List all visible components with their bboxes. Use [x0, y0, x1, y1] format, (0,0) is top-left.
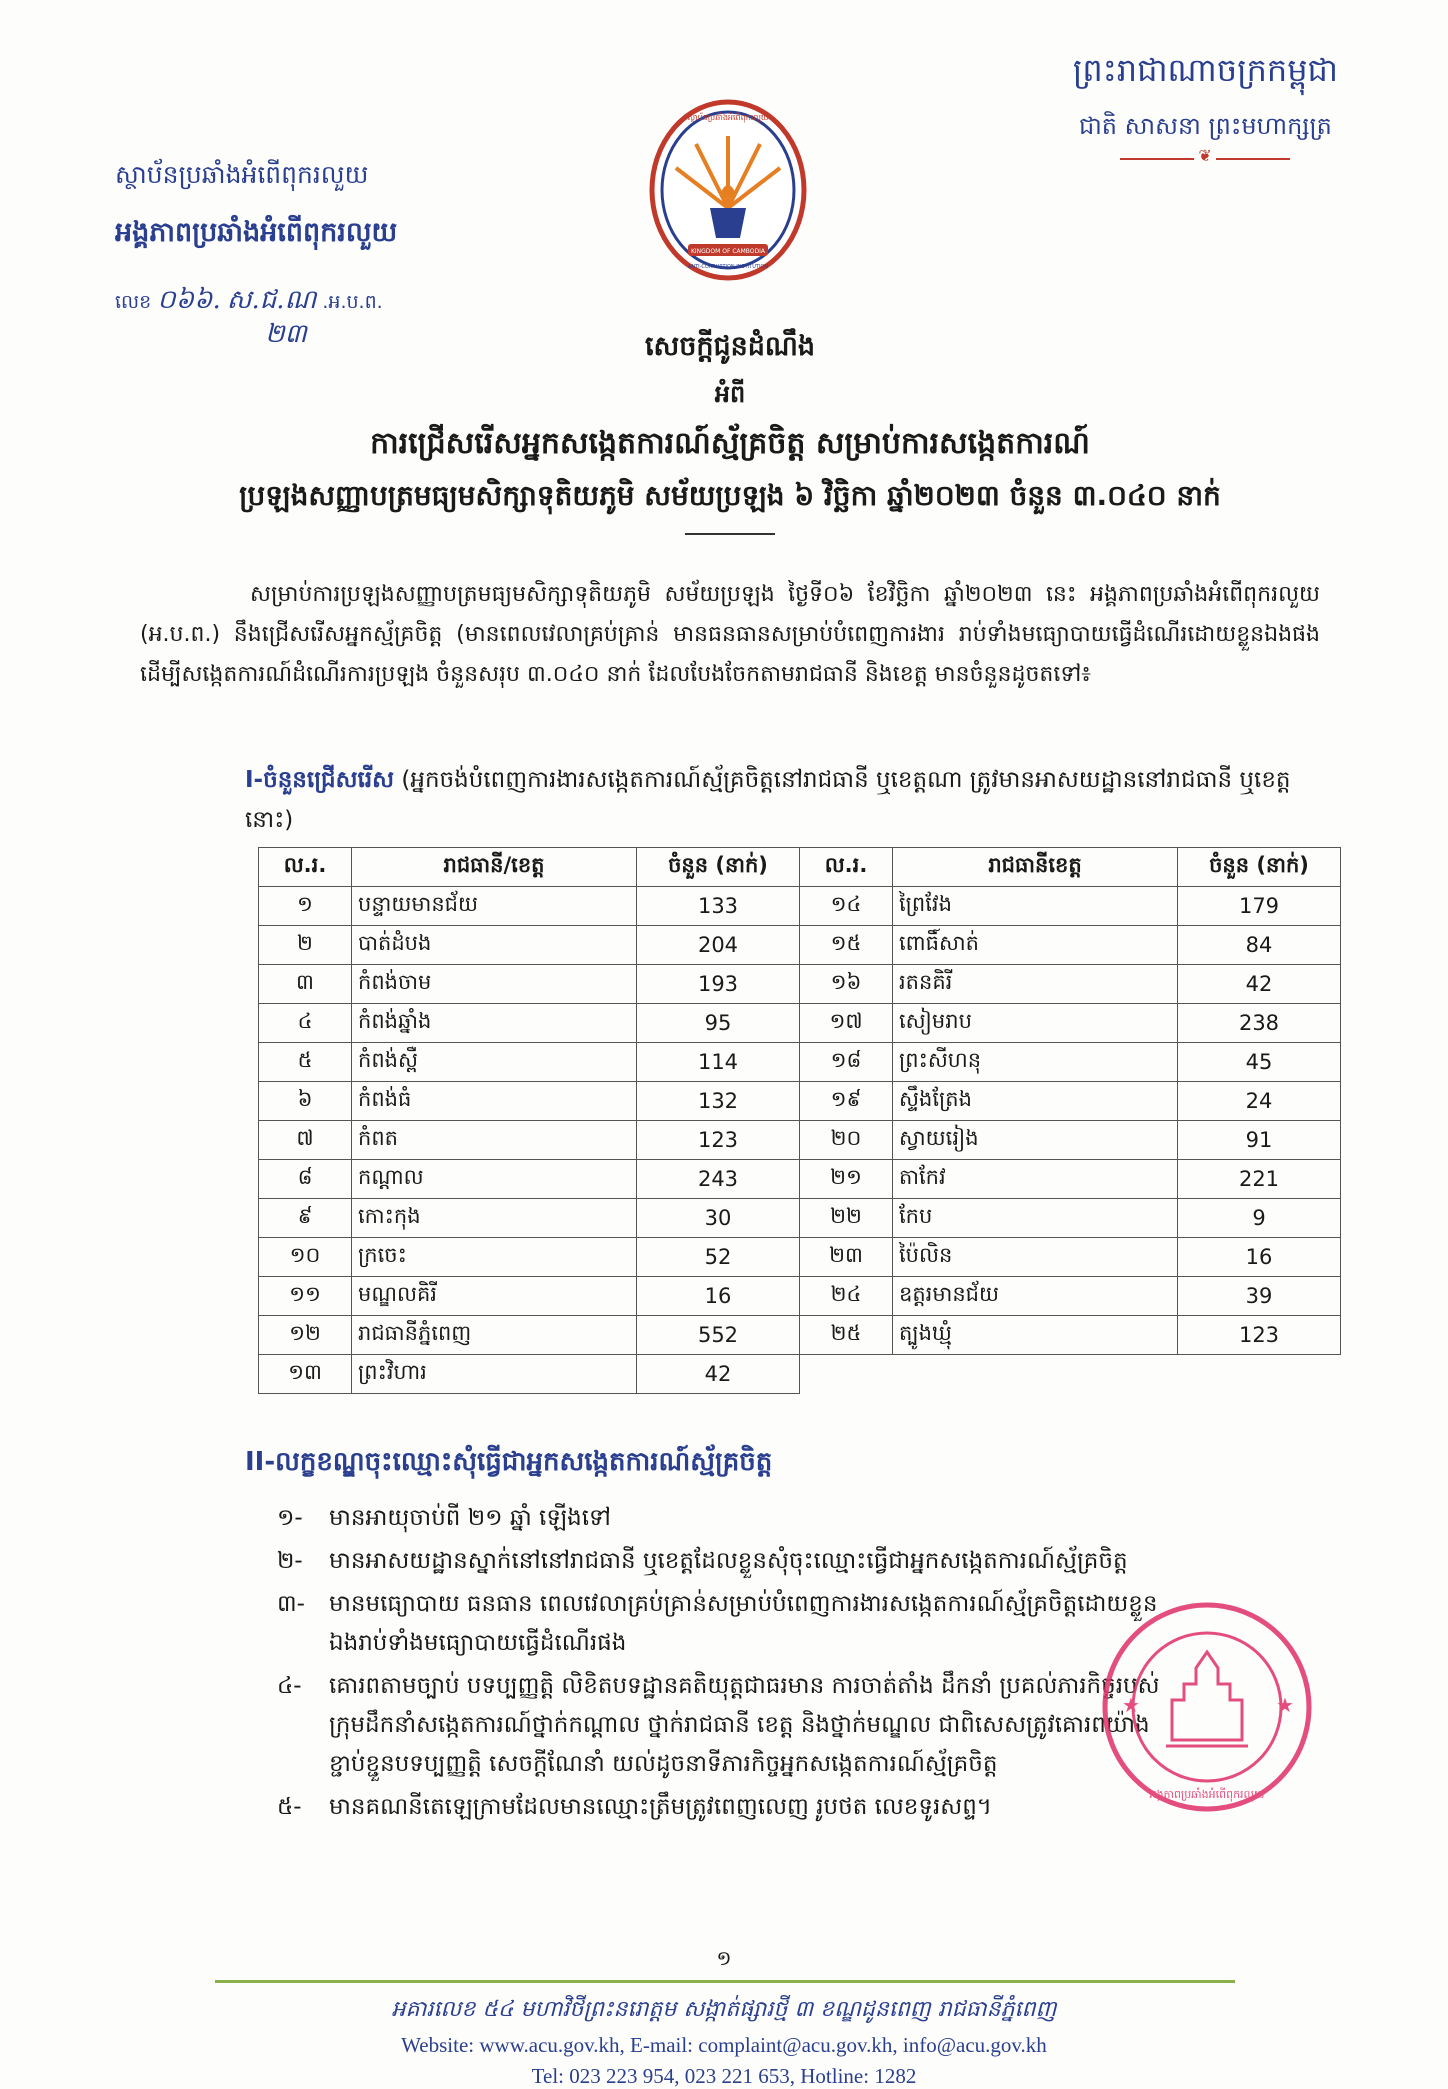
- ref-number: ០៦៦.: [157, 285, 221, 315]
- table-row: [259, 1277, 1341, 1316]
- table-row: [259, 1004, 1341, 1043]
- cell-count: 193: [637, 965, 800, 1004]
- cell-count: 45: [1178, 1043, 1341, 1082]
- cell-province: រតនគិរី: [893, 965, 1178, 1004]
- ornament-divider: [1120, 158, 1290, 160]
- stamp-text: អង្គភាពប្រឆាំងអំពើពុករលួយ: [1149, 1788, 1265, 1801]
- condition-number: ១-: [277, 1505, 303, 1531]
- condition-number: ៣-: [277, 1591, 305, 1617]
- col-header-no-2: ល.រ.: [800, 848, 893, 887]
- reference-number: [115, 283, 397, 321]
- notice-title: [140, 330, 1320, 535]
- cell-no: ១១: [259, 1277, 352, 1316]
- table-row: [259, 1316, 1341, 1355]
- cell-no: ១៤: [800, 887, 893, 926]
- cell-count: 132: [637, 1082, 800, 1121]
- condition-item: [277, 1499, 1325, 1538]
- cell-province: ស្ទឹងត្រែង: [893, 1082, 1178, 1121]
- cell-no: ២២: [800, 1199, 893, 1238]
- cell-no: ៥: [259, 1043, 352, 1082]
- cell-no: ១០: [259, 1238, 352, 1277]
- cell-no: ២៤: [800, 1277, 893, 1316]
- cell-count: 16: [1178, 1238, 1341, 1277]
- cell-count: 133: [637, 887, 800, 926]
- cell-province: ប៉ៃលិន: [893, 1238, 1178, 1277]
- cell-province: រាជធានីភ្នំពេញ: [352, 1316, 637, 1355]
- condition-text: មានអាយុចាប់ពី ២១ ឆ្នាំ ឡើងទៅ: [329, 1505, 611, 1531]
- cell-no: ៧: [259, 1121, 352, 1160]
- section-2-heading: II-លក្ខខណ្ឌចុះឈ្មោះសុំធ្វើជាអ្នកសង្កេតការណ៍ស្ម័គ្រចិត្ត: [245, 1447, 773, 1477]
- cell-count: 9: [1178, 1199, 1341, 1238]
- title-line-1: សេចក្ដីជូនដំណឹង: [644, 331, 816, 362]
- cell-count: 24: [1178, 1082, 1341, 1121]
- section-1-heading: I-ចំនួនជ្រើសរើស: [245, 767, 395, 793]
- cell-no: ៩: [259, 1199, 352, 1238]
- cell-no: ១៦: [800, 965, 893, 1004]
- title-line-4: ប្រឡងសញ្ញាបត្រមធ្យមសិក្សាទុតិយភូមិ សម័យប្រឡង ៦ វិច្ឆិកា ឆ្នាំ២០២៣ ចំនួន ៣.០៤០ នាក់: [239, 479, 1221, 512]
- col-header-province-2: រាជធានីខេត្ត: [893, 848, 1178, 887]
- ref-middle: ស.ជ.ណ: [226, 285, 317, 315]
- condition-text: មានអាសយដ្ឋានស្នាក់នៅនៅរាជធានី ឬខេត្តដែលខ្លួនសុំចុះឈ្មោះធ្វើជាអ្នកសង្កេតការណ៍ស្ម័គ្រចិត្ត: [329, 1548, 1128, 1574]
- table-row: [259, 887, 1341, 926]
- cell-province: ពោធិ៍សាត់: [893, 926, 1178, 965]
- kingdom-motto: ជាតិ សាសនា ព្រះមហាក្សត្រ: [1078, 112, 1332, 140]
- cell-province: ឧត្ដរមានជ័យ: [893, 1277, 1178, 1316]
- cell-count: 243: [637, 1160, 800, 1199]
- table-row: [259, 1043, 1341, 1082]
- cell-count: 42: [1178, 965, 1341, 1004]
- ref-year: ២៣: [265, 319, 307, 349]
- title-divider: [685, 533, 775, 535]
- cell-province: ត្បូងឃ្មុំ: [893, 1316, 1178, 1355]
- page-number: ១: [716, 1946, 732, 1970]
- cell-count: 42: [637, 1355, 800, 1394]
- condition-text: ខ្ជាប់ខ្ជួនបទប្បញ្ញត្តិ សេចក្ដីណែនាំ យល់ដូចនាទីភារកិច្ចអ្នកសង្កេតការណ៍ស្ម័គ្រចិត្ត: [329, 1751, 998, 1777]
- kingdom-header: [1073, 50, 1338, 160]
- cell-count: 95: [637, 1004, 800, 1043]
- condition-text: មានគណនីតេឡេក្រាមដែលមានឈ្មោះត្រឹមត្រូវពេញលេញ រូបថត លេខទូរសព្ទ។: [329, 1794, 992, 1820]
- cell-no: ២០: [800, 1121, 893, 1160]
- section-1-note: (អ្នកចង់បំពេញការងារសង្កេតការណ៍ស្ម័គ្រចិត្តនៅរាជធានី ឬខេត្តណា ត្រូវមានអាសយដ្ឋាននៅរាជធានី ឬខេត្តនោះ): [245, 767, 1291, 833]
- title-line-3: ការជ្រើសរើសអ្នកសង្កេតការណ៍ស្ម័គ្រចិត្ត សម្រាប់ការសង្កេតការណ៍: [370, 426, 1090, 461]
- table-row: [259, 1355, 1341, 1394]
- cell-count: 552: [637, 1316, 800, 1355]
- footer-address: អគារលេខ ៥៤ មហាវិថីព្រះនរោត្តម សង្កាត់ផ្សារថ្មី ៣ ខណ្ឌដូនពេញ រាជធានីភ្នំពេញ: [391, 1997, 1057, 2022]
- cell-province: កែប: [893, 1199, 1178, 1238]
- cell-count: 204: [637, 926, 800, 965]
- acu-emblem-logo: [648, 98, 808, 283]
- section-1: [245, 760, 1325, 840]
- cell-no: ១៨: [800, 1043, 893, 1082]
- col-header-count-2: ចំនួន (នាក់): [1178, 848, 1341, 887]
- emblem-ribbon-1: KINGDOM OF CAMBODIA: [690, 248, 766, 255]
- cell-province: កំពង់ចាម: [352, 965, 637, 1004]
- quota-table: [258, 847, 1341, 1394]
- cell-no: ១: [259, 887, 352, 926]
- title-line-2: អំពី: [714, 380, 746, 408]
- cell-province: ស្វាយរៀង: [893, 1121, 1178, 1160]
- cell-province: កោះកុង: [352, 1199, 637, 1238]
- emblem-ribbon-2: ANTI-CORRUPTION INSTITUTION: [687, 264, 769, 270]
- table-row: [259, 926, 1341, 965]
- cell-count: 238: [1178, 1004, 1341, 1043]
- intro-paragraph: [140, 575, 1320, 695]
- cell-count: 221: [1178, 1160, 1341, 1199]
- col-header-count: ចំនួន (នាក់): [637, 848, 800, 887]
- unit-name: អង្គភាពប្រឆាំងអំពើពុករលួយ: [115, 217, 398, 248]
- table-header-row: [259, 848, 1341, 887]
- cell-province: កំពង់ស្ពឺ: [352, 1043, 637, 1082]
- cell-no: ៤: [259, 1004, 352, 1043]
- cell-province: ព្រៃវែង: [893, 887, 1178, 926]
- cell-count: 114: [637, 1043, 800, 1082]
- col-header-province: រាជធានី/ខេត្ត: [352, 848, 637, 887]
- cell-no: ២៣: [800, 1238, 893, 1277]
- ref-prefix: លេខ: [115, 291, 152, 313]
- cell-count: 84: [1178, 926, 1341, 965]
- institution-block: [115, 160, 397, 355]
- svg-text:★: ★: [1276, 1693, 1294, 1717]
- cell-count: 16: [637, 1277, 800, 1316]
- cell-province: បន្ទាយមានជ័យ: [352, 887, 637, 926]
- cell-province: កំពត: [352, 1121, 637, 1160]
- official-stamp: [1100, 1600, 1315, 1815]
- cell-count: 30: [637, 1199, 800, 1238]
- cell-province: ក្រចេះ: [352, 1238, 637, 1277]
- cell-no: ២: [259, 926, 352, 965]
- cell-count: 123: [637, 1121, 800, 1160]
- cell-province: មណ្ឌលគិរី: [352, 1277, 637, 1316]
- cell-no: ១៣: [259, 1355, 352, 1394]
- cell-count: 123: [1178, 1316, 1341, 1355]
- col-header-no: ល.រ.: [259, 848, 352, 887]
- cell-province: ព្រះសីហនុ: [893, 1043, 1178, 1082]
- table-row: [259, 1238, 1341, 1277]
- cell-no: ៨: [259, 1160, 352, 1199]
- emblem-top-text: ស្ថាប័នប្រឆាំងអំពើពុករលួយ: [687, 113, 769, 122]
- condition-number: ២-: [277, 1548, 303, 1574]
- cell-count: 52: [637, 1238, 800, 1277]
- cell-count: 39: [1178, 1277, 1341, 1316]
- cell-province: បាត់ដំបង: [352, 926, 637, 965]
- cell-no: ៣: [259, 965, 352, 1004]
- footer-website: Website: www.acu.gov.kh, E-mail: complaint@acu.gov.kh, info@acu.gov.kh: [401, 2033, 1047, 2057]
- cell-no: ១៥: [800, 926, 893, 965]
- cell-count: 91: [1178, 1121, 1341, 1160]
- cell-no: ១២: [259, 1316, 352, 1355]
- intro-text: សម្រាប់ការប្រឡងសញ្ញាបត្រមធ្យមសិក្សាទុតិយភូមិ សម័យប្រឡង ថ្ងៃទី០៦ ខែវិច្ឆិកា ឆ្នាំ២០២៣ នេះ អង្គភាពប្រឆាំងអំពើពុករលួយ (អ.ប.ព.) នឹងជ្រើសរើសអ្នកស្ម័គ្រចិត្ត (មានពេលវេលាគ្រប់គ្រាន់ មានធនធានសម្រាប់បំពេញការងារ រាប់ទាំងមធ្យោបាយធ្វើដំណើរដោយខ្លួនឯងផង ដើម្បីសង្កេតការណ៍ដំណើរការប្រឡង ចំនួនសរុប ៣.០៤០ នាក់ ដែលបែងចែកតាមរាជធានី និងខេត្ត មានចំនួនដូចតទៅ៖: [140, 582, 1320, 687]
- table-body: [259, 887, 1341, 1394]
- cell-no: ២១: [800, 1160, 893, 1199]
- cell-count: 179: [1178, 887, 1341, 926]
- condition-number: ៥-: [277, 1794, 302, 1820]
- institution-name: ស្ថាប័នប្រឆាំងអំពើពុករលួយ: [115, 160, 369, 189]
- cell-no: ២៥: [800, 1316, 893, 1355]
- condition-number: ៤-: [277, 1673, 302, 1699]
- ref-suffix: .អ.ប.ព.: [322, 291, 383, 313]
- condition-text: ក្រុមដឹកនាំសង្កេតការណ៍ថ្នាក់កណ្ដាល ថ្នាក់រាជធានី ខេត្ត និងថ្នាក់មណ្ឌល ជាពិសេសត្រូវគោរពយ៉ាង: [329, 1712, 1150, 1738]
- condition-text: ឯងរាប់ទាំងមធ្យោបាយធ្វើដំណើរផង: [329, 1630, 627, 1656]
- condition-item: [277, 1542, 1325, 1581]
- footer: [0, 1995, 1448, 2089]
- table-row: [259, 965, 1341, 1004]
- cell-province: សៀមរាប: [893, 1004, 1178, 1043]
- cell-no: ១៩: [800, 1082, 893, 1121]
- cell-no: ១៧: [800, 1004, 893, 1043]
- svg-text:★: ★: [1122, 1693, 1140, 1717]
- cell-province: ព្រះវិហារ: [352, 1355, 637, 1394]
- condition-text: មានមធ្យោបាយ ធនធាន ពេលវេលាគ្រប់គ្រាន់សម្រាប់បំពេញការងារសង្កេតការណ៍ស្ម័គ្រចិត្តដោយខ្លួន: [329, 1591, 1158, 1617]
- kingdom-title: ព្រះរាជាណាចក្រកម្ពុជា: [1072, 51, 1338, 89]
- cell-province: តាកែវ: [893, 1160, 1178, 1199]
- table-row: [259, 1082, 1341, 1121]
- footer-divider: [215, 1980, 1235, 1983]
- footer-phone: Tel: 023 223 954, 023 221 653, Hotline: 1282: [531, 2064, 917, 2088]
- cell-province: កំពង់ធំ: [352, 1082, 637, 1121]
- table-row: [259, 1160, 1341, 1199]
- table-row: [259, 1121, 1341, 1160]
- cell-no: ៦: [259, 1082, 352, 1121]
- condition-text: គោរពតាមច្បាប់ បទប្បញ្ញត្តិ លិខិតបទដ្ឋានគតិយុត្តជាធរមាន ការចាត់តាំង ដឹកនាំ ប្រគល់ភារកិច្ចរបស់: [329, 1673, 1160, 1699]
- table-row: [259, 1199, 1341, 1238]
- cell-province: កណ្ដាល: [352, 1160, 637, 1199]
- cell-province: កំពង់ឆ្នាំង: [352, 1004, 637, 1043]
